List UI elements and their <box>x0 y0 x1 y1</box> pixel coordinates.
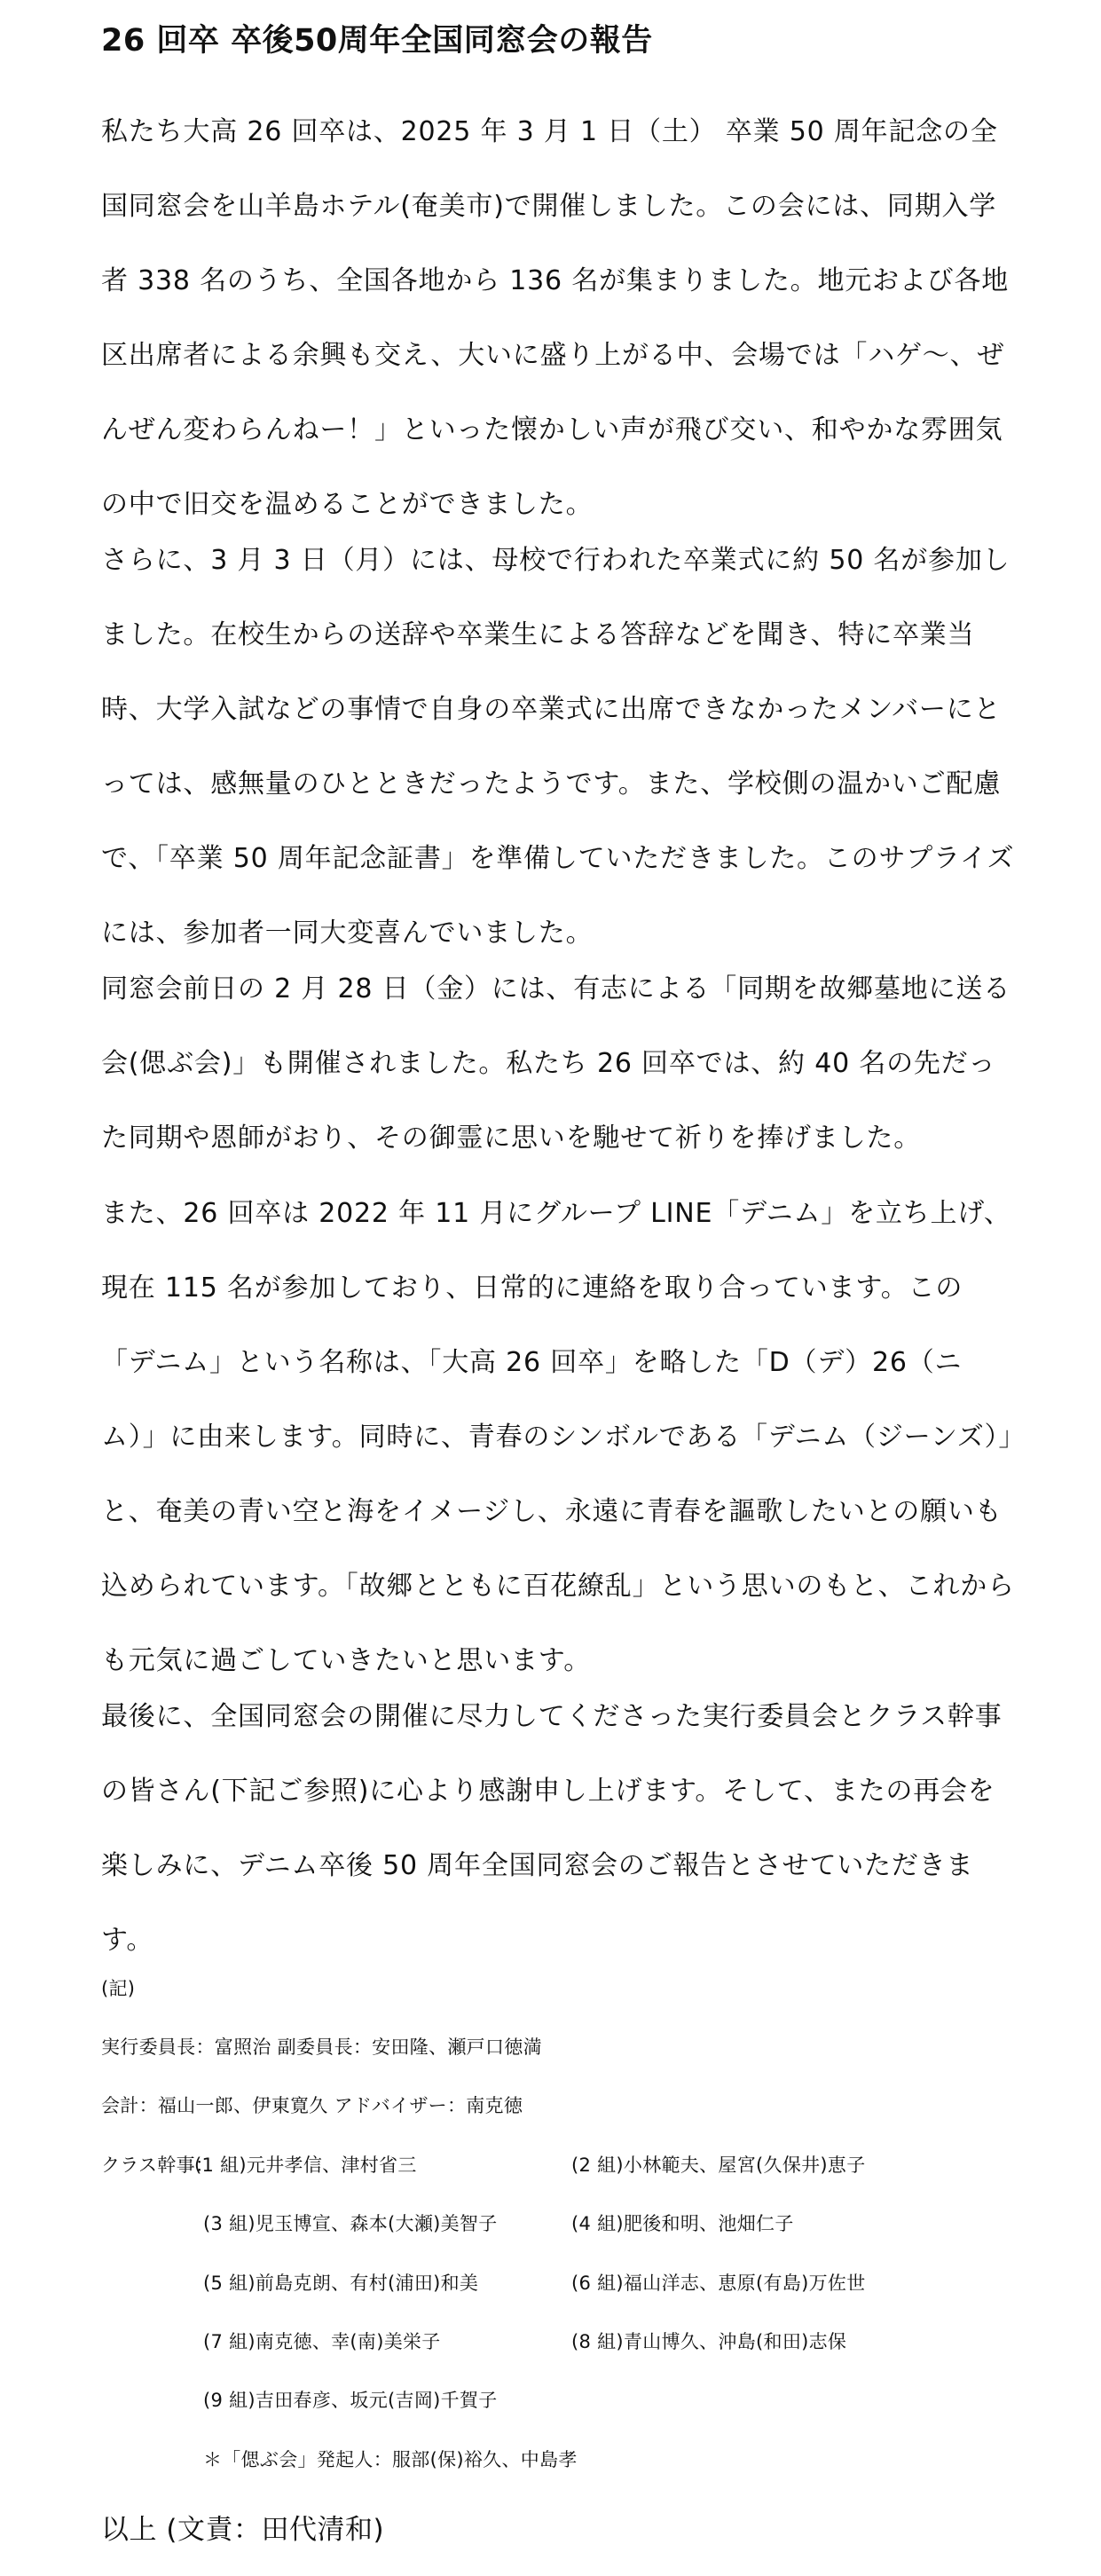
class-officer-entry: (7 組)南克徳、幸(南)美栄子 <box>203 2331 441 2352</box>
paragraph-memorial: 同窓会前日の 2 月 28 日（金）には、有志による「同期を故郷墓地に送る会(偲ぶ会)」も開催されました。私たち 26 回卒では、約 40 名の先だった同期や恩師がおり、その御霊に思いを馳せて祈りを捧げました。 <box>101 973 1011 1154</box>
class-officer-entry: (5 組)前島克朗、有村(浦田)和美 <box>203 2273 479 2294</box>
accounting-line: 会計：福山一郎、伊東寛久 アドバイザー：南克徳 <box>101 2095 523 2116</box>
class-officers-label: クラス幹事： <box>101 2155 215 2176</box>
class-officer-entry: (3 組)児玉博宣、森本(大瀬)美智子 <box>203 2213 498 2234</box>
paragraph-line-group: また、26 回卒は 2022 年 11 月にグループ LINE「デニム」を立ち上げ、現在 115 名が参加しており、日常的に連絡を取り合っています。この「デニム」という名称は、「大高 26 回卒」を略した「D（デ）26（ニム）」に由来します。同時に、青春のシンボルである「デニム（ジーンズ）」と、奄美の青い空と海をイメージし、永遠に青春を謳歌したいとの願いも込められています。「故郷とともに百花繚乱」という思いのもと、これからも元気に過ごしていきたいと思います。 <box>101 1198 1015 1676</box>
report-title: 26 回卒 卒後50周年全国同窓会の報告 <box>101 23 653 59</box>
paragraph-thanks: 最後に、全国同窓会の開催に尽力してくださった実行委員会とクラス幹事の皆さん(下記ご参照)に心より感謝申し上げます。そして、またの再会を楽しみに、デニム卒後 50 周年全国同窓会のご報告とさせていただきます。 <box>101 1701 1003 1956</box>
paragraph-graduation-ceremony: さらに、3 月 3 日（月）には、母校で行われた卒業式に約 50 名が参加しました。在校生からの送辞や卒業生による答辞などを聞き、特に卒業当時、大学入試などの事情で自身の卒業式に出席できなかったメンバーにとっては、感無量のひとときだったようです。また、学校側の温かいご配慮で、「卒業 50 周年記念証書」を準備していただきました。このサプライズには、参加者一同大変喜んでいました。 <box>101 545 1015 949</box>
class-officer-entry: (6 組)福山洋志、恵原(有島)万佐世 <box>571 2273 866 2294</box>
class-officer-entry: (1 組)元井孝信、津村省三 <box>194 2155 417 2176</box>
notes-heading: (記) <box>101 1978 136 1999</box>
memorial-organizer-line: ＊「偲ぶ会」発起人：服部(保)裕久、中島孝 <box>203 2449 578 2470</box>
closing-signature: 以上 (文責：田代清和) <box>101 2514 385 2546</box>
paragraph-reunion: 私たち大高 26 回卒は、2025 年 3 月 1 日（土） 卒業 50 周年記念の全国同窓会を山羊島ホテル(奄美市)で開催しました。この会には、同期入学者 338 名のうち、全国各地から 136 名が集まりました。地元および各地区出席者による余興も交え、大いに盛り上がる中、会場では「ハゲ～、ぜんぜん変わらんねー！」といった懐かしい声が飛び交い、和やかな雰囲気の中で旧交を温めることができました。 <box>101 116 1010 520</box>
class-officer-entry: (2 組)小林範夫、屋宮(久保井)恵子 <box>571 2155 866 2176</box>
class-officer-entry: (9 組)吉田春彦、坂元(吉岡)千賀子 <box>203 2390 498 2411</box>
class-officer-entry: (4 組)肥後和明、池畑仁子 <box>571 2213 794 2234</box>
committee-line: 実行委員長：富照治 副委員長：安田隆、瀬戸口徳満 <box>101 2036 542 2058</box>
class-officer-entry: (8 組)青山博久、沖島(和田)志保 <box>571 2331 847 2352</box>
